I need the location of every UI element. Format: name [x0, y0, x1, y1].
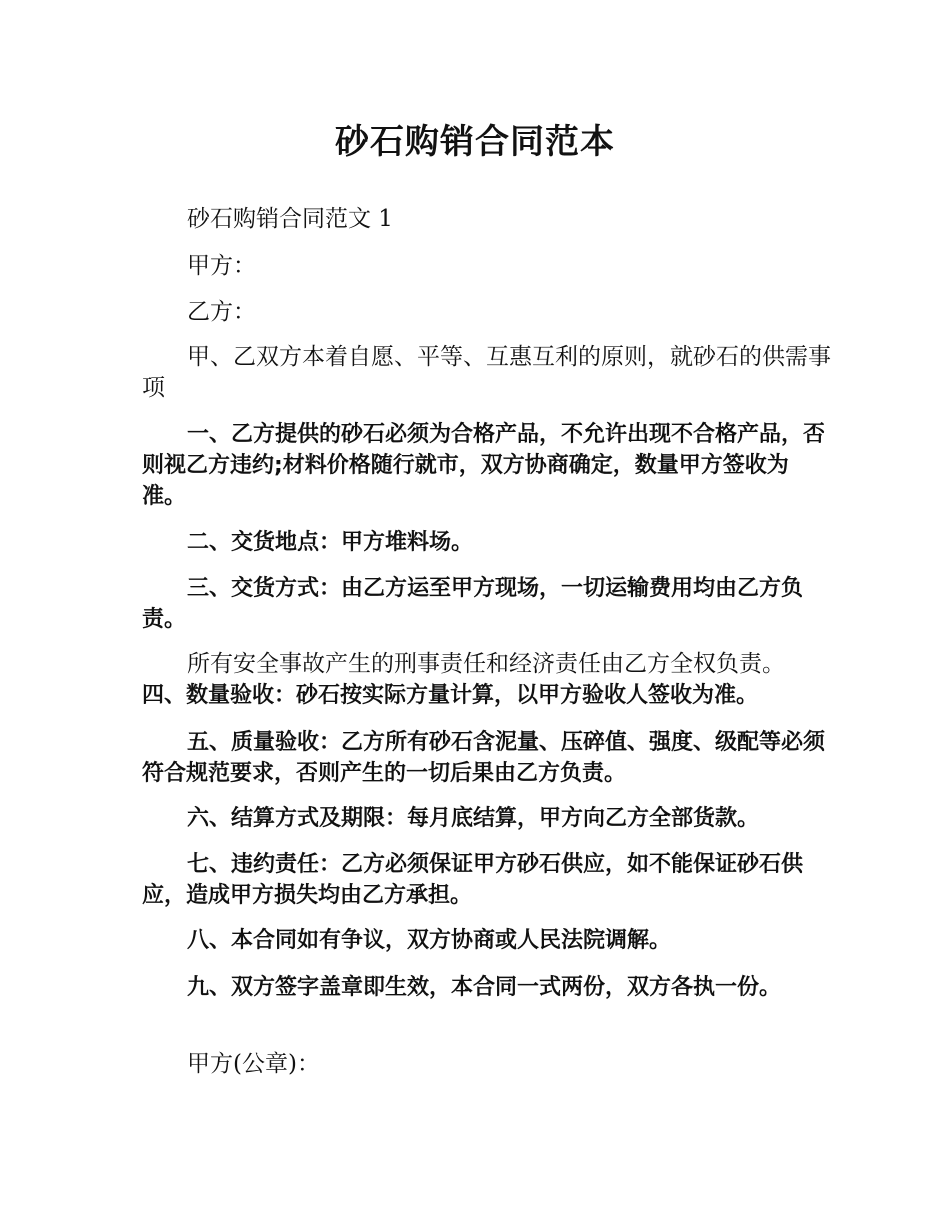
paragraph-preamble: 甲、乙双方本着自愿、平等、互惠互利的原则，就砂石的供需事项 — [142, 344, 831, 401]
paragraph-party-b: 乙方： — [187, 299, 256, 325]
clause-4: 四、数量验收：砂石按实际方量计算，以甲方验收人签收为准。 — [142, 683, 759, 708]
clause-7: 七、违约责任：乙方必须保证甲方砂石供应，如不能保证砂石供应，造成甲方损失均由乙方承担。 — [142, 852, 804, 908]
clause-3: 三、交货方式：由乙方运至甲方现场，一切运输费用均由乙方负责。 — [142, 576, 804, 632]
paragraph-party-a: 甲方： — [187, 253, 256, 279]
clause-2: 二、交货地点：甲方堆料场。 — [187, 530, 474, 555]
paragraph-subtitle: 砂石购销合同范文 1 — [187, 206, 393, 232]
paragraph-safety-liability: 所有安全事故产生的刑事责任和经济责任由乙方全权负责。 — [187, 651, 785, 677]
document-title: 砂石购销合同范本 — [335, 122, 615, 162]
clause-8: 八、本合同如有争议，双方协商或人民法院调解。 — [187, 928, 672, 953]
clause-5: 五、质量验收：乙方所有砂石含泥量、压碎值、强度、级配等必须符合规范要求，否则产生的一切后果由乙方负责。 — [142, 730, 826, 786]
clause-6: 六、结算方式及期限：每月底结算，甲方向乙方全部货款。 — [187, 806, 760, 831]
clause-1: 一、乙方提供的砂石必须为合格产品，不允许出现不合格产品，否则视乙方违约;材料价格随行就市，双方协商确定，数量甲方签收为准。 — [142, 422, 826, 509]
signature-party-a: 甲方(公章)： — [187, 1051, 320, 1077]
clause-9: 九、双方签字盖章即生效，本合同一式两份，双方各执一份。 — [187, 975, 782, 1000]
